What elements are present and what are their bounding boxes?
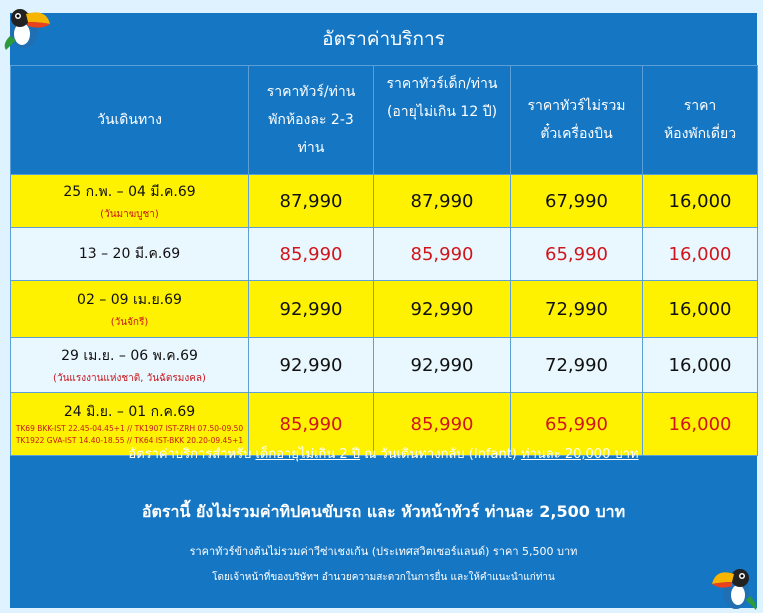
header-noflight-line1: ราคาทัวร์ไม่รวม bbox=[527, 98, 626, 114]
single-price: 16,000 bbox=[643, 228, 758, 281]
date-text: 02 – 09 เม.ย.69 bbox=[77, 291, 182, 308]
child-price: 92,990 bbox=[374, 338, 511, 393]
table-row bbox=[11, 338, 758, 393]
date-text: 13 – 20 มี.ค.69 bbox=[78, 246, 181, 262]
adult-price: 85,990 bbox=[249, 228, 374, 281]
single-price: 16,000 bbox=[643, 175, 758, 228]
flight-info-2: TK1922 GVA-IST 14.40-18.55 // TK64 IST-BKK 20.20-09.45+1 bbox=[15, 436, 244, 445]
single-price: 16,000 bbox=[643, 393, 758, 456]
holiday-note: (วันจักรี) bbox=[110, 316, 149, 328]
table-row bbox=[11, 281, 758, 338]
single-price: 16,000 bbox=[643, 338, 758, 393]
header-noflight bbox=[511, 66, 643, 175]
header-adult bbox=[249, 66, 374, 175]
header-date: วันเดินทาง bbox=[11, 66, 249, 175]
date-cell bbox=[11, 175, 249, 228]
infant-age-text: เด็กอายุไม่เกิน 2 ปี bbox=[255, 447, 361, 462]
header-noflight-line2: ตั๋วเครื่องบิน bbox=[540, 126, 613, 142]
price-table bbox=[10, 65, 758, 456]
infant-text-a: อัตราค่าบริการสำหรับ bbox=[128, 447, 256, 462]
table-row bbox=[11, 228, 758, 281]
flight-info-1: TK69 BKK-IST 22.45-04.45+1 // TK1907 IST-ZRH 07.50-09.50 bbox=[15, 424, 244, 433]
holiday-note: (วันแรงงานแห่งชาติ, วันฉัตรมงคล) bbox=[53, 372, 206, 384]
infant-price-text: ท่านละ 20,000 บาท bbox=[521, 447, 639, 462]
header-single-line2: ห้องพักเดี่ยว bbox=[663, 126, 737, 142]
toucan-mascot-icon bbox=[710, 560, 762, 612]
adult-price: 87,990 bbox=[249, 175, 374, 228]
header-adult-line2: พักห้องละ 2-3 bbox=[268, 112, 354, 128]
notes-section bbox=[10, 470, 757, 608]
single-price: 16,000 bbox=[643, 281, 758, 338]
header-child-line1: ราคาทัวร์เด็ก/ท่าน bbox=[386, 76, 498, 92]
child-price: 87,990 bbox=[374, 175, 511, 228]
noflight-price: 65,990 bbox=[511, 393, 643, 456]
date-text: 29 เม.ย. – 06 พ.ค.69 bbox=[61, 347, 198, 364]
header-child-line2: (อายุไม่เกิน 12 ปี) bbox=[386, 104, 498, 120]
table-header-row bbox=[11, 66, 758, 175]
page-title: อัตราค่าบริการ bbox=[322, 28, 445, 50]
adult-price: 92,990 bbox=[249, 281, 374, 338]
infant-rate-line bbox=[10, 440, 757, 470]
header-adult-line1: ราคาทัวร์/ท่าน bbox=[266, 84, 356, 100]
adult-price: 92,990 bbox=[249, 338, 374, 393]
table-row bbox=[11, 175, 758, 228]
header-child bbox=[374, 66, 511, 175]
header-single-line1: ราคา bbox=[683, 98, 717, 114]
noflight-price: 65,990 bbox=[511, 228, 643, 281]
noflight-price: 67,990 bbox=[511, 175, 643, 228]
date-text: 25 ก.พ. – 04 มี.ค.69 bbox=[63, 183, 196, 200]
price-table-panel bbox=[10, 13, 757, 608]
date-text: 24 มิ.ย. – 01 ก.ค.69 bbox=[63, 404, 196, 420]
visa-note: ราคาทัวร์ข้างต้นไม่รวมค่าวีซ่าเชงเก้น (ประเทศสวิตเซอร์แลนด์) ราคา 5,500 บาท bbox=[189, 545, 578, 558]
toucan-mascot-icon bbox=[0, 0, 52, 52]
header-adult-line3: ท่าน bbox=[297, 140, 325, 156]
child-price: 85,990 bbox=[374, 228, 511, 281]
date-cell bbox=[11, 281, 249, 338]
staff-note: โดยเจ้าหน้าที่ของบริษัทฯ อำนวยความสะดวกในการยื่น และให้คำแนะนำแก่ท่าน bbox=[212, 572, 555, 583]
date-cell bbox=[11, 338, 249, 393]
child-price: 92,990 bbox=[374, 281, 511, 338]
header-single bbox=[643, 66, 758, 175]
date-cell bbox=[11, 228, 249, 281]
infant-text-c: ณ วันเดินทางกลับ (Infant) bbox=[360, 447, 522, 462]
adult-price: 85,990 bbox=[249, 393, 374, 456]
noflight-price: 72,990 bbox=[511, 281, 643, 338]
tip-note: อัตรานี้ ยังไม่รวมค่าทิปคนขับรถ และ หัวหน้าทัวร์ ท่านละ 2,500 บาท bbox=[141, 502, 626, 521]
child-price: 85,990 bbox=[374, 393, 511, 456]
noflight-price: 72,990 bbox=[511, 338, 643, 393]
holiday-note: (วันมาฆบูชา) bbox=[100, 208, 159, 220]
